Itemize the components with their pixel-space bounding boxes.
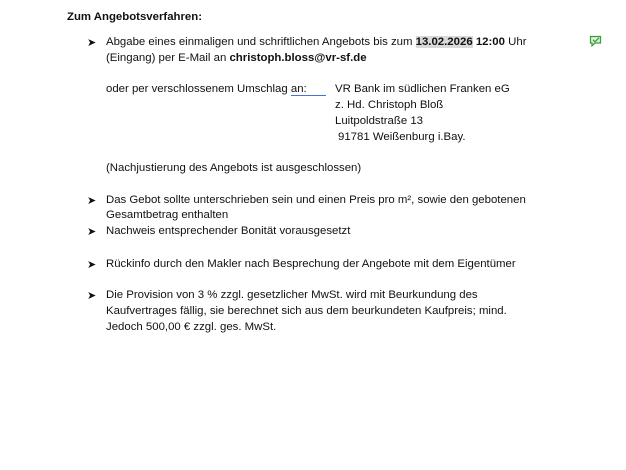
address-line-4: 91781 Weißenburg i.Bay. bbox=[338, 131, 466, 143]
gebot-line-1: Das Gebot sollte unterschrieben sein und einen Preis pro m², sowie den gebotenen bbox=[106, 194, 526, 206]
note-no-adjustment: (Nachjustierung des Angebots ist ausgeschlossen) bbox=[106, 162, 362, 174]
bullet-arrow: ➤ bbox=[87, 37, 97, 49]
address-line-1: VR Bank im südlichen Franken eG bbox=[335, 83, 510, 95]
provision-line-3: Jedoch 500,00 € zzgl. ges. MwSt. bbox=[106, 321, 277, 333]
envelope-an: an: bbox=[291, 83, 326, 96]
offer-line-1 bbox=[106, 36, 527, 48]
offer-text-post: Uhr bbox=[504, 36, 527, 48]
address-line-3: Luitpoldstraße 13 bbox=[335, 115, 424, 127]
comment-icon[interactable] bbox=[589, 35, 603, 47]
section-heading: Zum Angebotsverfahren: bbox=[67, 11, 203, 23]
offer-text-pre: Abgabe eines einmaligen und schriftlichen Angebots bis zum bbox=[106, 36, 416, 48]
provision-line-1: Die Provision von 3 % zzgl. gesetzlicher MwSt. wird mit Beurkundung des bbox=[106, 289, 478, 301]
bullet-arrow: ➤ bbox=[87, 259, 97, 271]
envelope-line bbox=[106, 83, 326, 95]
bullet-arrow: ➤ bbox=[87, 195, 97, 207]
deadline-date: 13.02.2026 bbox=[415, 36, 473, 48]
email-link[interactable]: christoph.bloss@vr-sf.de bbox=[229, 52, 367, 64]
provision-line-2: Kaufvertrages fällig, sie berechnet sich aus dem beurkundeten Kaufpreis; mind. bbox=[106, 305, 507, 317]
rueckinfo-line: Rückinfo durch den Makler nach Besprechung der Angebote mit dem Eigentümer bbox=[106, 258, 516, 270]
envelope-text: oder per verschlossenem Umschlag bbox=[106, 83, 291, 95]
address-line-2: z. Hd. Christoph Bloß bbox=[335, 99, 444, 111]
offer-line-2-pre: (Eingang) per E-Mail an bbox=[106, 52, 230, 64]
bonitaet-line: Nachweis entsprechender Bonität vorausgesetzt bbox=[106, 225, 351, 237]
bullet-arrow: ➤ bbox=[87, 226, 97, 238]
gebot-line-2: Gesamtbetrag enthalten bbox=[106, 209, 229, 221]
deadline-time: 12:00 bbox=[475, 36, 505, 48]
bullet-arrow: ➤ bbox=[87, 290, 97, 302]
offer-line-2 bbox=[106, 52, 367, 64]
